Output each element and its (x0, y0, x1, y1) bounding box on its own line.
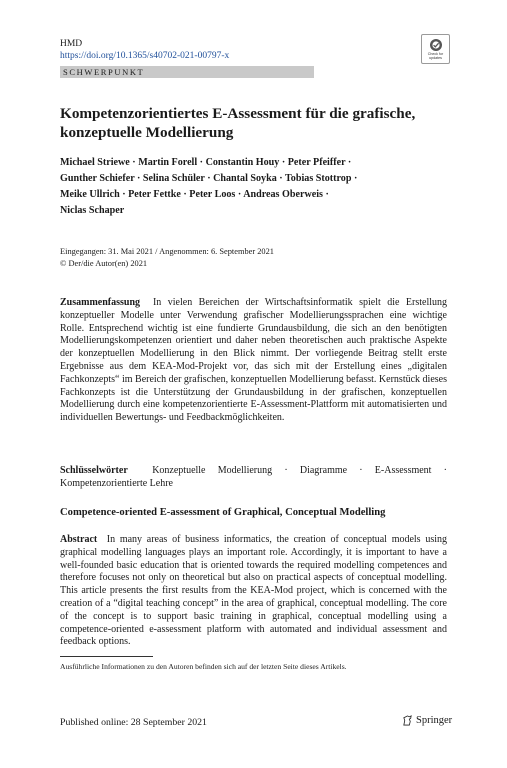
footnote-rule (60, 656, 153, 657)
zusammenfassung (60, 297, 447, 425)
publisher-name: Springer (416, 715, 453, 726)
zusammenfassung-text: In vielen Bereichen der Wirtschaftsinformatik spielt die Erstellung konzeptueller Modelle unter Verwendung grafischer Modellierungssprachen eine wichtige Rolle. Entsprechend wichtig ist eine fundierte Grundausbildung, die sich an den benötigten Modellierungskompetenzen orientiert und daher neben theoretischen auch praktische Aspekte der konzeptuellen Modellierung in den Blick nimmt. Der vorliegende Beitrag stellt erste Ergebnisse aus dem KEA-Mod-Projekt vor, das sich mit der Erstellung eines „digitalen Fachkonzepts“ im Bereich der grafischen, konzeptuellen Modellierung befasst. Kernstück dieses Fachkonzepts ist die Unterstützung der Grundausbildung in der grafischen, konzeptuellen Modellierung durch eine kompetenzorientierte E-Assessment-Plattform mit automatisierten und individuellen Bewertungs- und Feedbackmöglichkeiten. (60, 297, 448, 424)
badge-label: Check for updates (427, 52, 444, 60)
zusammenfassung-label: Zusammenfassung (60, 297, 141, 308)
publisher-logo (402, 715, 452, 726)
author-line: Niclas Schaper (60, 205, 125, 216)
section-label: SCHWERPUNKT (60, 66, 314, 78)
check-for-updates-badge[interactable] (421, 34, 450, 64)
check-for-updates-icon (429, 38, 443, 52)
published-online: Published online: 28 September 2021 (60, 717, 207, 728)
received-accepted-dates: Eingegangen: 31. Mai 2021 / Angenommen: 6. September 2021 (60, 247, 274, 256)
author-line: Michael Striewe · Martin Forell · Constantin Houy · Peter Pfeiffer · (60, 157, 352, 168)
doi-link[interactable]: https://doi.org/10.1365/s40702-021-00797-x (60, 51, 230, 61)
keywords (60, 465, 447, 491)
keywords-text: Konzeptuelle Modellierung · Diagramme · E-Assessment · Kompetenzorientierte Lehre (60, 465, 447, 489)
abstract-label: Abstract (60, 534, 98, 545)
author-line: Meike Ullrich · Peter Fettke · Peter Loos · Andreas Oberweis · (60, 189, 329, 200)
author-line: Gunther Schiefer · Selina Schüler · Chantal Soyka · Tobias Stottrop · (60, 173, 358, 184)
journal-name: HMD (60, 39, 83, 49)
abstract-text: In many areas of business informatics, the creation of conceptual models using graphical modelling languages plays an important role. Accordingly, it is important to have a well-founded basic education that is oriented towards the required modelling competences and therefore focuses not only on theoretical but also on practical aspects of conceptual modelling. This article presents the first results from the KEA-Mod project, which is concerned with the creation of a “digital teaching concept” in the area of graphical, conceptual modelling. The core of the concept is to support basic training in graphical, conceptual modelling using a competence-oriented e-assessment platform with automated and individual assessment and feedback options. (60, 534, 448, 648)
english-title: Competence-oriented E-assessment of Graphical, Conceptual Modelling (60, 507, 386, 518)
article-dates (60, 246, 274, 269)
copyright-line: © Der/die Autor(en) 2021 (60, 258, 148, 268)
article-title: Kompetenzorientiertes E-Assessment für die grafische, konzeptuelle Modellierung (60, 105, 416, 141)
springer-horse-icon (402, 715, 413, 726)
keywords-label: Schlüsselwörter (60, 465, 128, 476)
author-list (60, 155, 460, 219)
author-footnote: Ausführliche Informationen zu den Autoren befinden sich auf der letzten Seite dieses Artikels. (60, 662, 347, 671)
abstract (60, 534, 447, 649)
